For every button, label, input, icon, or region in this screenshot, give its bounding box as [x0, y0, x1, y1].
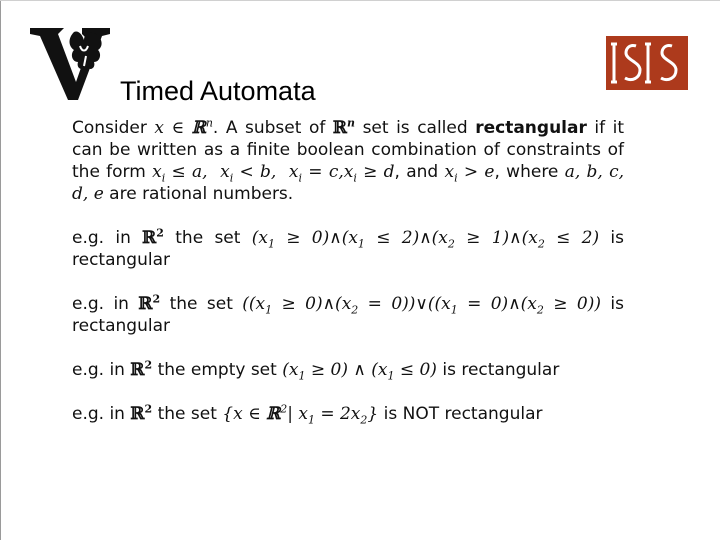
- slide-top-border: [0, 0, 720, 1]
- ex2-text-is-rect: is rectangular: [72, 294, 624, 336]
- p1-text-where: , where: [494, 162, 559, 182]
- ex2-text-the-set: the set: [169, 294, 233, 314]
- vanderbilt-logo: [28, 26, 112, 102]
- ex2-eg: e.g. in: [72, 294, 129, 314]
- ex3-math-r2: ℝ$^2$: [130, 358, 153, 380]
- p1-math-rn: ℝ$^n$: [332, 116, 356, 138]
- slide-left-border: [0, 0, 1, 540]
- slide-body: [72, 117, 624, 425]
- ex4-eg: e.g. in: [72, 404, 125, 424]
- example-4: [72, 403, 624, 425]
- ex3-text-empty-set: the empty set: [157, 360, 277, 380]
- p1-text-rational: are rational numbers.: [109, 184, 294, 204]
- p1-term-rectangular: rectangular: [475, 118, 587, 138]
- ex1-math-r2: ℝ$^2$: [142, 226, 164, 248]
- ex4-text-is-not: is NOT rectangular: [383, 404, 543, 424]
- ex1-eg: e.g. in: [72, 228, 131, 248]
- ex1-math-set: ($x_1$ ≥ $0)\wedge(x_1$ ≤ $2)\wedge(x_2$ ≥ $1)\wedge(x_2 \le 2)$: [251, 228, 600, 251]
- p1-text-if: if it can be written as a finite boolean combination of constraints of the form: [72, 118, 625, 182]
- ex2-math-set: (($x_1$ ≥ $0)\wedge(x_2$ = $0))\vee((x_1$ = $0)\wedge(x_2 \ge 0)$): [242, 294, 601, 317]
- p1-text-consider: Consider: [72, 118, 147, 138]
- p1-text-set-called: set is called: [362, 118, 468, 138]
- example-1: [72, 227, 624, 271]
- p1-math-constraints: $x_i \le a$, $x_i < b$, $x_i = c,x_i \ge d$: [152, 162, 395, 185]
- example-2: [72, 293, 624, 337]
- ex4-text-the-set: the set: [157, 404, 217, 424]
- ex1-text-the-set: the set: [175, 228, 241, 248]
- ex3-eg: e.g. in: [72, 360, 125, 380]
- p1-text-and: , and: [394, 162, 439, 182]
- ex4-math-r2: ℝ$^2$: [130, 402, 153, 424]
- p1-math-x-in-rn: x ∈ ℝ$^n$: [154, 116, 213, 138]
- ex3-math-set: $(x_1 \ge 0)$ ∧ $(x_1 \le 0)$: [282, 360, 437, 383]
- ex4-math-set: {x ∈ ℝ$^2$| $x_1 = 2x_2$}: [222, 402, 379, 427]
- ex2-math-r2: ℝ$^2$: [138, 292, 161, 314]
- isis-logo: [606, 36, 688, 90]
- ex3-text-is-rect: is rectangular: [442, 360, 560, 380]
- p1-math-gt-e: $x_i > e$: [444, 162, 495, 185]
- p1-text-mid: . A subset of: [212, 118, 326, 138]
- p1-math-abcde: a, b, c, d, e: [72, 162, 624, 204]
- ex1-text-is-rect: is rectangular: [72, 228, 624, 270]
- example-3: [72, 359, 624, 381]
- slide-title: Timed Automata: [120, 76, 316, 106]
- definition-paragraph: [72, 117, 624, 205]
